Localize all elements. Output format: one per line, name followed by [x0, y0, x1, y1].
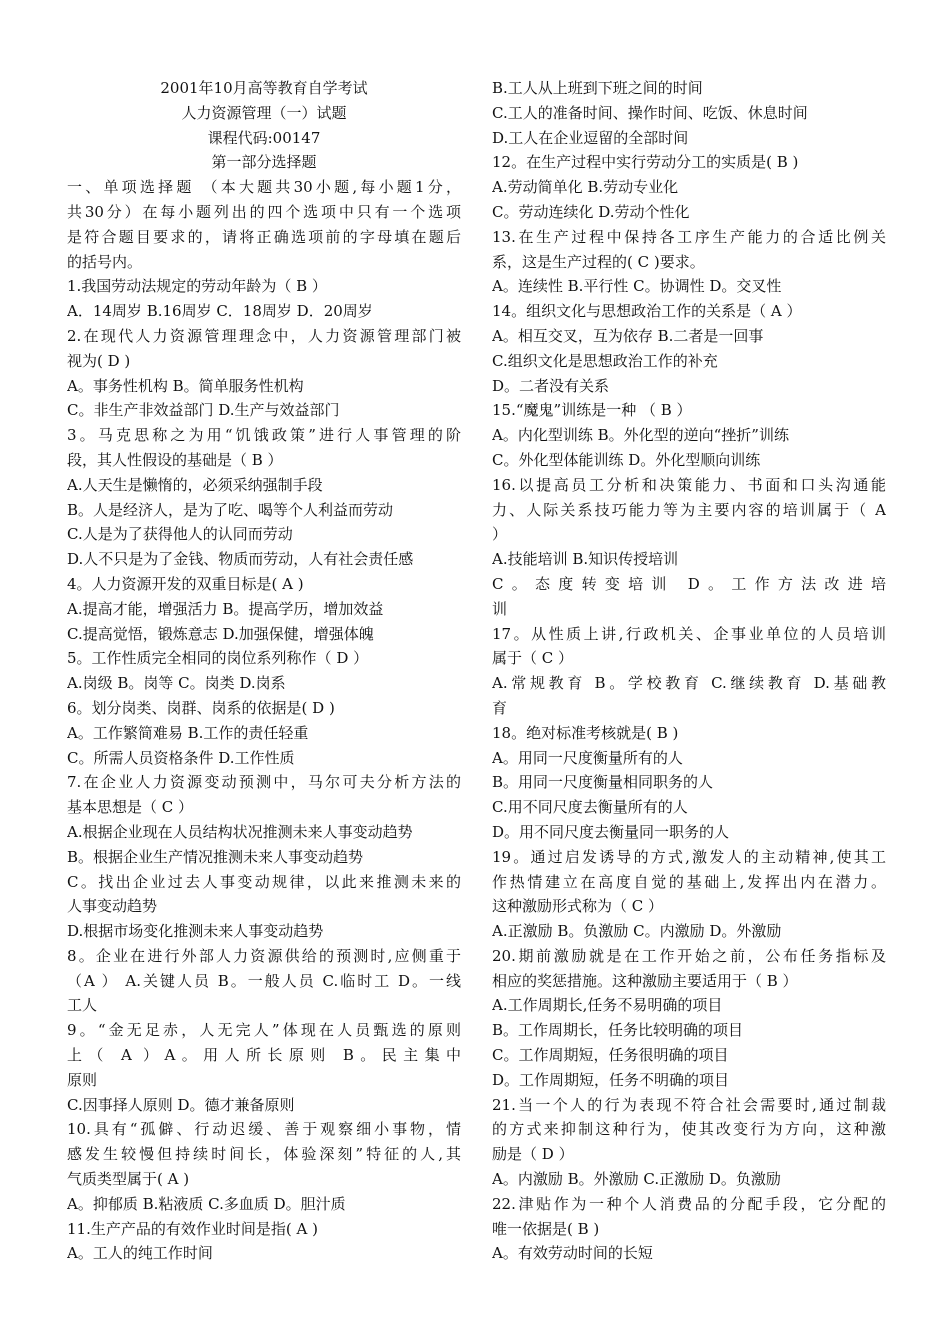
text-line: A.岗级 B。岗等 C。岗类 D.岗系: [67, 674, 286, 693]
text-line: B。用同一尺度衡量相同职务的人: [492, 773, 714, 792]
text-line: A.根据企业现在人员结构状况推测未来人事变动趋势: [67, 822, 413, 841]
text-line: 基本思想是（ C ）: [67, 798, 194, 817]
text-line: 第一部分选择题: [211, 153, 317, 172]
text-line: C.提高觉悟，锻炼意志 D.加强保健，增强体魄: [67, 624, 374, 643]
text-line: 3。马克思称之为用“饥饿政策”进行人事管理的阶: [67, 426, 461, 445]
text-line: 6。划分岗类、岗群、岗系的依据是( D ): [67, 698, 335, 717]
text-line: 课程代码:00147: [207, 128, 321, 147]
right-column: [492, 76, 886, 1266]
text-line: 8。企业在进行外部人力资源供给的预测时,应侧重于: [67, 946, 461, 965]
text-line: A。抑郁质 B.粘液质 C.多血质 D。胆汁质: [67, 1194, 346, 1213]
text-line: A。内激励 B。外激励 C.正激励 D。负激励: [492, 1170, 781, 1189]
text-line: 18。绝对标准考核就是( B ): [492, 723, 679, 742]
text-line: C.因事择人原则 D。德才兼备原则: [67, 1095, 295, 1114]
text-line: A.工作周期长,任务不易明确的项目: [492, 996, 723, 1015]
text-line: A.常规教育 B。学校教育 C.继续教育 D.基础教: [492, 674, 886, 693]
text-line: A。有效劳动时间的长短: [492, 1244, 653, 1263]
text-line: 气质类型属于( A ): [67, 1170, 190, 1189]
text-line: B。人是经济人，是为了吃、喝等个人利益而劳动: [67, 500, 394, 519]
text-line: 原则: [67, 1070, 98, 1089]
text-line: 4。人力资源开发的双重目标是( A ): [67, 574, 304, 593]
text-line: 唯一依据是( B ): [492, 1219, 600, 1238]
text-line: C。工作周期短，任务很明确的项目: [492, 1046, 729, 1065]
text-line: 2.在现代人力资源管理理念中，人力资源管理部门被: [67, 326, 461, 345]
text-line: D.工人在企业逗留的全部时间: [492, 128, 689, 147]
text-line: B。工作周期长，任务比较明确的项目: [492, 1021, 744, 1040]
text-line: 2001年10月高等教育自学考试: [160, 79, 368, 97]
text-line: A.技能培训 B.知识传授培训: [492, 550, 679, 569]
text-line: D。用不同尺度去衡量同一职务的人: [492, 822, 730, 841]
text-line: 22.津贴作为一种个人消费品的分配手段，它分配的: [492, 1194, 886, 1213]
text-line: 15.“魔鬼”训练是一种 （ B ）: [492, 401, 692, 420]
text-line: A。工作繁简难易 B.工作的责任轻重: [67, 723, 309, 742]
text-line: 21.当一个人的行为表现不符合社会需要时,通过制裁: [492, 1095, 886, 1114]
text-line: 的括号内。: [67, 252, 143, 271]
text-line: 视为( D ): [67, 351, 131, 370]
text-line: C。外化型体能训练 D。外化型顺向训练: [492, 450, 761, 469]
text-line: 是符合题目要求的，请将正确选项前的字母填在题后: [67, 227, 461, 246]
text-line: 1.我国劳动法规定的劳动年龄为（ B ）: [67, 277, 327, 296]
text-line: A.正激励 B。负激励 C。内激励 D。外激励: [492, 922, 782, 941]
text-line: 人事变动趋势: [67, 897, 158, 916]
text-line: A。内化型训练 B。外化型的逆向“挫折”训练: [492, 426, 789, 445]
text-line: 相应的奖惩措施。这种激励主要适用于（ B ）: [492, 971, 798, 990]
text-line: 的方式来抑制这种行为，使其改变行为方向，这种激: [492, 1120, 886, 1139]
text-line: 力、人际关系技巧能力等为主要内容的培训属于（ A: [492, 500, 886, 519]
text-line: B.工人从上班到下班之间的时间: [492, 79, 703, 97]
text-line: 励是（ D ）: [492, 1145, 574, 1164]
text-line: D.根据市场变化推测未来人事变动趋势: [67, 922, 324, 941]
left-column: [67, 76, 461, 1266]
text-line: 段，其人性假设的基础是（ B ）: [67, 450, 283, 469]
text-line: 这种激励形式称为（ C ）: [492, 897, 664, 916]
text-line: 作热情建立在高度自觉的基础上,发挥出内在潜力。: [492, 872, 886, 891]
text-line: A。事务性机构 B。简单服务性机构: [67, 376, 304, 395]
text-line: A．14周岁 B.16周岁 C．18周岁 D．20周岁: [67, 302, 373, 321]
text-line: 共30分）在每小题列出的四个选项中只有一个选项: [67, 202, 461, 221]
text-line: 训: [492, 599, 508, 618]
text-line: C。找出企业过去人事变动规律，以此来推测未来的: [67, 872, 461, 891]
text-line: D.人不只是为了金钱、物质而劳动，人有社会责任感: [67, 550, 414, 569]
text-line: C.人是为了获得他人的认同而劳动: [67, 525, 293, 544]
text-line: 系，这是生产过程的( C )要求。: [492, 252, 705, 271]
text-line: 7.在企业人力资源变动预测中，马尔可夫分析方法的: [67, 773, 461, 792]
text-line: 感发生较慢但持续时间长，体验深刻”特征的人,其: [67, 1145, 461, 1164]
text-line: ）: [492, 525, 508, 544]
text-line: A.人天生是懒惰的，必须采纳强制手段: [67, 475, 323, 494]
text-line: 13.在生产过程中保持各工序生产能力的合适比例关: [492, 227, 886, 246]
text-line: 5。工作性质完全相同的岗位系列称作（ D ）: [67, 649, 369, 668]
text-line: （A ） A.关键人员 B。一般人员 C.临时工 D。一线: [67, 971, 461, 990]
text-line: 属于（ C ）: [492, 649, 574, 668]
text-line: C.组织文化是思想政治工作的补充: [492, 351, 718, 370]
text-line: 20.期前激励就是在工作开始之前，公布任务指标及: [492, 946, 886, 965]
text-line: 10.具有“孤僻、行动迟缓、善于观察细小事物，情: [67, 1120, 461, 1139]
text-line: C。所需人员资格条件 D.工作性质: [67, 748, 295, 767]
text-line: B。根据企业生产情况推测未来人事变动趋势: [67, 847, 364, 866]
text-line: A。用同一尺度衡量所有的人: [492, 748, 683, 767]
text-line: 人力资源管理（一）试题: [181, 103, 347, 122]
text-line: A.劳动简单化 B.劳动专业化: [492, 178, 679, 197]
text-line: A。连续性 B.平行性 C。协调性 D。交叉性: [492, 277, 782, 296]
text-line: 9。“金无足赤，人无完人”体现在人员甄选的原则: [67, 1021, 461, 1040]
text-line: 16.以提高员工分析和决策能力、书面和口头沟通能: [492, 475, 886, 494]
text-line: 14。组织文化与思想政治工作的关系是（ A ）: [492, 302, 802, 321]
text-line: A。工人的纯工作时间: [67, 1244, 213, 1263]
text-line: C。非生产非效益部门 D.生产与效益部门: [67, 401, 340, 420]
text-line: C。劳动连续化 D.劳动个性化: [492, 202, 690, 221]
text-line: 育: [492, 698, 508, 717]
text-line: A.提高才能，增强活力 B。提高学历，增加效益: [67, 599, 384, 618]
text-line: C.工人的准备时间、操作时间、吃饭、休息时间: [492, 103, 808, 122]
text-line: C。态度转变培训 D。工作方法改进培: [492, 574, 886, 593]
text-line: 12。在生产过程中实行劳动分工的实质是( B ): [492, 153, 799, 172]
text-line: 一、单项选择题 （本大题共30小题,每小题1分，: [67, 178, 461, 197]
text-line: 17。从性质上讲,行政机关、企事业单位的人员培训: [492, 624, 886, 643]
text-line: D。二者没有关系: [492, 376, 610, 395]
text-line: 上（ A ）A。用人所长原则 B。民主集中: [67, 1046, 461, 1065]
text-line: 工人: [67, 996, 98, 1015]
text-line: 11.生产产品的有效作业时间是指( A ): [67, 1219, 318, 1238]
text-line: 19。通过启发诱导的方式,激发人的主动精神,使其工: [492, 847, 886, 866]
text-line: C.用不同尺度去衡量所有的人: [492, 798, 688, 817]
text-line: A。相互交叉，互为依存 B.二者是一回事: [492, 326, 764, 345]
text-line: D。工作周期短，任务不明确的项目: [492, 1070, 730, 1089]
